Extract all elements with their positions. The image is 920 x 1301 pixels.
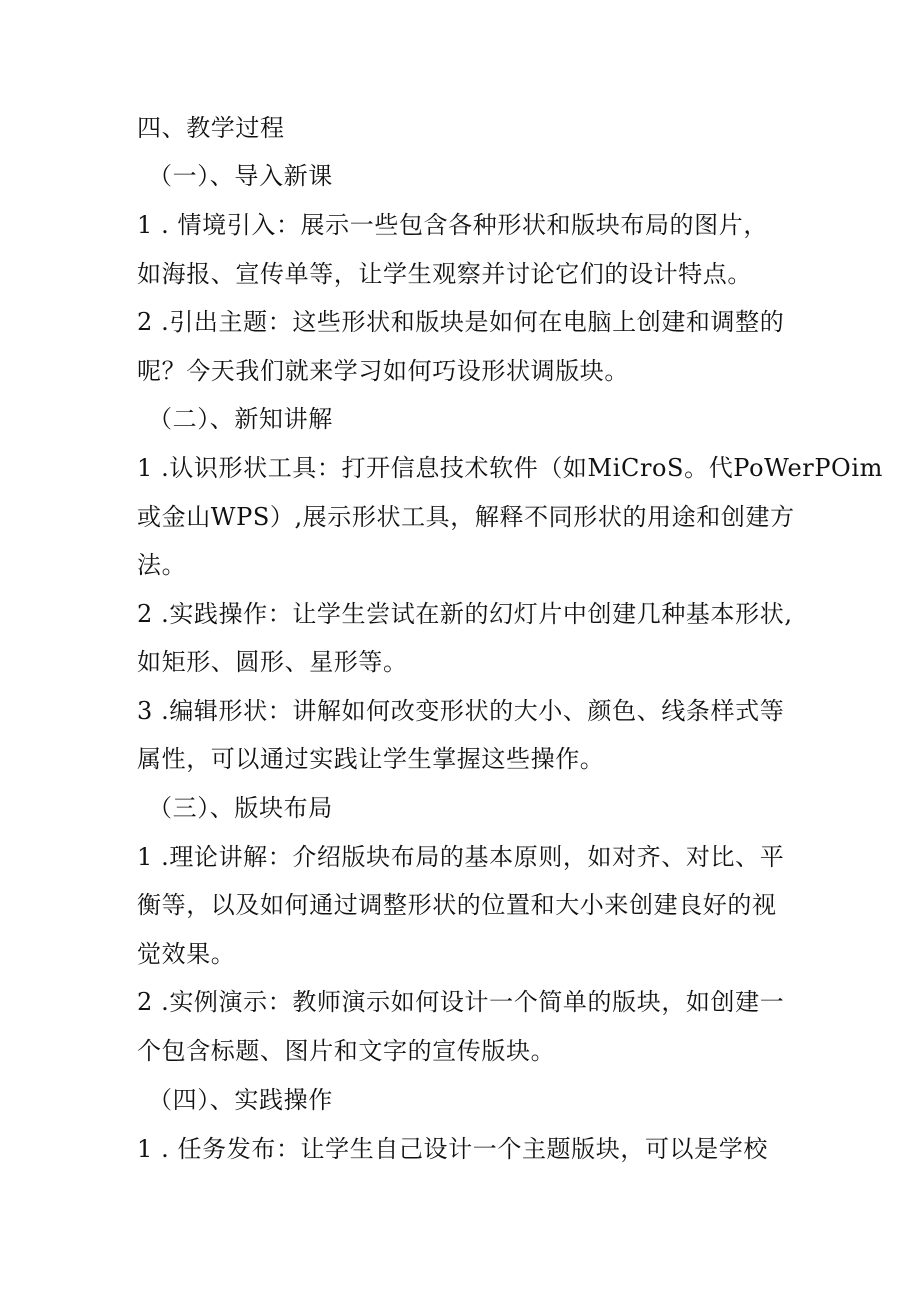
subsection-heading: （四）、实践操作 bbox=[148, 1086, 333, 1114]
paragraph-line: 觉效果。 bbox=[137, 940, 236, 968]
subsection-heading: （三）、版块布局 bbox=[148, 794, 333, 822]
paragraph-line: 衡等，以及如何通过调整形状的位置和大小来创建良好的视 bbox=[137, 891, 777, 919]
paragraph-line: 如海报、宣传单等，让学生观察并讨论它们的设计特点。 bbox=[137, 260, 752, 288]
paragraph-line: 2 .实例演示：教师演示如何设计一个简单的版块，如创建一 bbox=[137, 988, 785, 1016]
subsection-heading: （一）、导入新课 bbox=[148, 162, 333, 190]
paragraph-line: 2 .实践操作：让学生尝试在新的幻灯片中创建几种基本形状, bbox=[137, 600, 793, 628]
paragraph-line: 呢？今天我们就来学习如何巧设形状调版块。 bbox=[137, 357, 629, 385]
paragraph-line: 2 .引出主题：这些形状和版块是如何在电脑上创建和调整的 bbox=[137, 308, 785, 336]
paragraph-line: 个包含标题、图片和文字的宣传版块。 bbox=[137, 1037, 556, 1065]
subsection-heading: （二）、新知讲解 bbox=[148, 405, 333, 433]
section-title: 四、教学过程 bbox=[137, 114, 285, 142]
paragraph-line: 1 .理论讲解：介绍版块布局的基本原则，如对齐、对比、平 bbox=[137, 843, 785, 871]
paragraph-line: 1 . 任务发布：让学生自己设计一个主题版块，可以是学校 bbox=[137, 1135, 768, 1163]
paragraph-line: 1 . 情境引入：展示一些包含各种形状和版块布局的图片， bbox=[137, 211, 768, 239]
paragraph-line: 如矩形、圆形、星形等。 bbox=[137, 648, 408, 676]
paragraph-line: 或金山WPS）,展示形状工具，解释不同形状的用途和创建方 bbox=[137, 503, 795, 531]
paragraph-line: 1 .认识形状工具：打开信息技术软件（如MiCroS。代PoWerPOim bbox=[137, 454, 883, 482]
paragraph-line: 法。 bbox=[137, 551, 187, 579]
paragraph-line: 3 .编辑形状：讲解如何改变形状的大小、颜色、线条样式等 bbox=[137, 697, 785, 725]
paragraph-line: 属性，可以通过实践让学生掌握这些操作。 bbox=[137, 745, 605, 773]
